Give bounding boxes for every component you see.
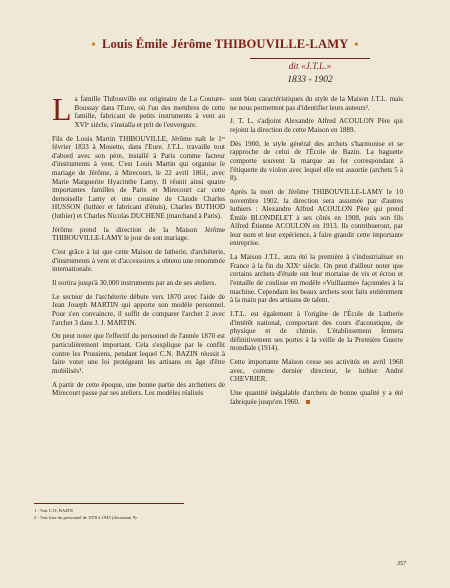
subtitle-divider (250, 58, 370, 59)
paragraph: C'est grâce à lui que cette Maison de lutherie, d'archèterie, d'instruments à vent et d'accessoires a obtenu une renommée internationale. (52, 248, 225, 274)
paragraph: Dès 1900, le style général des archets s'harmonise et se rapproche de celui de l'École de Bazin. La baguette comporte souvent la marque au fer correspondant à l'étiquette du violon avec lequel elle est assortie (archets 5 à 8). (230, 139, 403, 183)
paragraph: Fils de Louis Martin THIBOUVILLE, Jérôme naît le 1ᵉʳ février 1833 à Mouette, dans l'Eure. J.T.L. travaille tout d'abord avec son père, installé à Paris comme facteur d'instruments à vent. C'est Louis Martin qui organise le mariage de Jérôme, à Mirecourt, le 22 avril 1861, avec Marie Marguerite Hyacinthe Lamy. Il réunit ainsi quatre importantes familles de Paris et Mirecourt car cette demoiselle Lamy et une cousine de Claude Charles HUSSON (luthier et fabricant d'étuis), Charles BUTHOD (luthier) et Charles Nicolas DUCHENE (marchand à Paris). (52, 134, 225, 220)
page-number: 357 (397, 561, 406, 567)
subtitle-block (250, 58, 370, 85)
drop-cap: L (52, 91, 72, 127)
paragraph: La famille Thibouville est originaire de La Couture-Boussay dans l'Eure, où l'un des membres de cette famille, fabricant de petits instruments à vent au XVIᵉ siècle, s'installa et prit de l'envergure. (52, 91, 225, 129)
footnote-2: 2 - Voir liste du personnel de 1870 à 1945 (document 9) (34, 515, 137, 520)
paragraph: A partir de cette époque, une bonne partie des archetiers de Mirecourt passe par ses ateliers. Les modèles réalisés (52, 380, 225, 398)
left-column (52, 91, 225, 403)
nickname: dit «J.T.L.» (288, 62, 332, 72)
paragraph: Une quantité inégalable d'archets de bonne qualité y a été fabriquée jusqu'en 1960. (230, 389, 403, 406)
paragraph: Jérôme prend la direction de la Maison Jérôme THIBOUVILLE-LAMY le jour de son mariage. (52, 225, 225, 243)
life-dates: 1833 - 1902 (287, 75, 333, 85)
paragraph: La Maison J.T.L. aura été la première à s'industrialiser en France à la fin du XIXᵉ siècle. On peut d'ailleur noter que certains archets d'étude ont leur mortaise de vis et écrou et l'entaille de coulisse en modèle «Vuillaume» façonnées à la machine. Cependant les beaux archets sont faits entièrement à la main par des artisans de talent. (230, 253, 403, 305)
footnotes (34, 503, 294, 521)
paragraph: Cette importante Maison cesse ses activités en avril 1968 avec, comme dernier directeur, le luthier André CHEVRIER. (230, 358, 403, 384)
title-text: Louis Émile Jérôme THIBOUVILLE-LAMY (102, 37, 348, 51)
paragraph: Le secteur de l'archèterie débute vers 1870 avec l'aide de Jean Joseph MARTIN qui apporte son modèle personnel. Pour s'en convaincre, il suffit de comparer l'archet 2 avec l'archet 3 dans J. J. MARTIN. (52, 292, 225, 327)
paragraph: Il sortira jusqu'à 30.000 instruments par an de ses ateliers. (52, 279, 217, 288)
page-title (0, 37, 450, 52)
end-mark-icon (306, 400, 310, 404)
footnote-1: 1 - Voir C.N. BAZIN (34, 508, 73, 513)
paragraph: On peut noter que l'effectif du personnel de l'année 1870 est particulièrement important. Cela s'explique par le conflit contre les Prussiens, pendant lequel C.N. BAZIN réussit à faire voter une loi protégeant les artisans en âge d'être mobilisés¹. (52, 332, 225, 375)
bullet-left-icon: • (91, 37, 96, 51)
paragraph: J.T.L. est également à l'origine de l'École de Lutherie d'intérêt national, comportant des cours d'acoustique, de physique et de chimie. L'établissement fermera définitivement ses portes à la veille de la Première Guerre mondiale (1914). (230, 310, 403, 353)
paragraph: Après la mort de Jérôme THIBOUVILLE-LAMY le 10 novembre 1902, la direction sera assumée par d'autres luthiers : Alexandre Alfred ACOULON Père qui prend Émile BLONDELET à ses côtés en 1908, puis son fils Alfred Étienne ACOULON en 1913. Ils contribueront, par leur nom et leur expérience, à faire grandir cette importante entreprise. (230, 187, 403, 248)
bullet-right-icon: • (354, 37, 359, 51)
right-column (230, 95, 403, 412)
paragraph: J. T. L. s'adjoint Alexandre Alfred ACOULON Père qui rejoint la direction de cette Maison en 1889. (230, 117, 403, 134)
paragraph: sont bien caractéristiques du style de la Maison J.T.L. mais ne nous permettent pas d'identifier leurs auteurs². (230, 95, 403, 112)
footnote-divider (34, 503, 184, 504)
